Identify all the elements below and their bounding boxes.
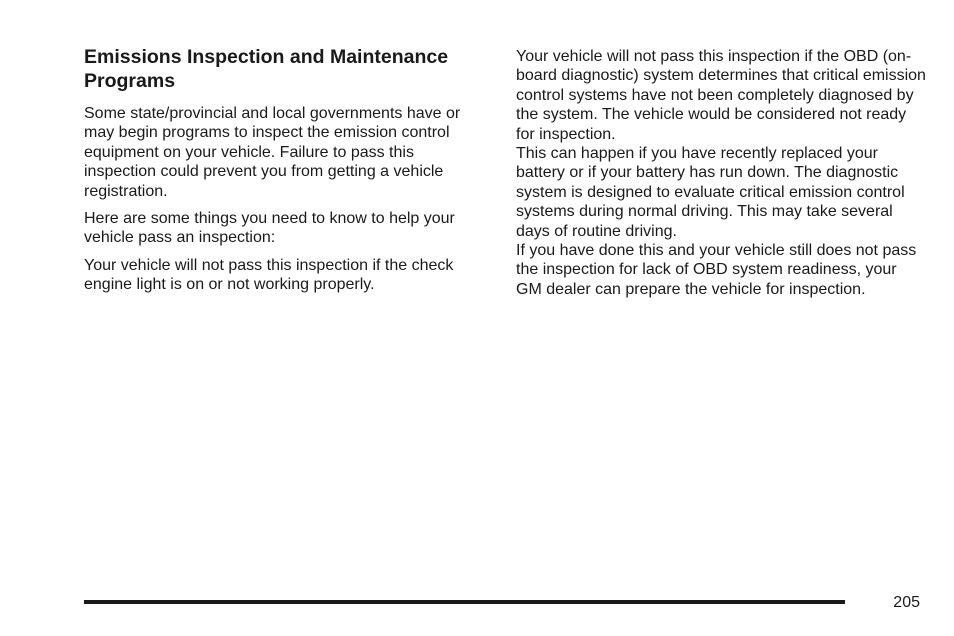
left-paragraph-2: Here are some things you need to know to help your vehicle pass an inspection: [84, 210, 455, 247]
right-paragraph-3: If you have done this and your vehicle still does not pass the inspection for lack of OBD system readiness, your GM dealer can prepare the vehicle for inspection. [516, 242, 917, 298]
right-paragraph-1: Your vehicle will not pass this inspection if the OBD (on-board diagnostic) system determines that critical emission control systems have not been completely diagnosed by the system. The vehicle would be considered not ready for inspection. [516, 48, 926, 143]
footer-rule [84, 600, 845, 604]
left-paragraph-1: Some state/provincial and local governments have or may begin programs to inspect the emission control equipment on your vehicle. Failure to pass this inspection could prevent you from getting a vehicle registration. [84, 105, 461, 200]
page-number: 205 [893, 594, 920, 611]
section-heading: Emissions Inspection and Maintenance Programs [84, 46, 449, 92]
right-paragraph-2: This can happen if you have recently replaced your battery or if your battery has run down. The diagnostic system is designed to evaluate critical emission control systems during normal driving. This may take several days of routine driving. [516, 145, 905, 240]
left-paragraph-3: Your vehicle will not pass this inspection if the check engine light is on or not working properly. [84, 257, 454, 294]
